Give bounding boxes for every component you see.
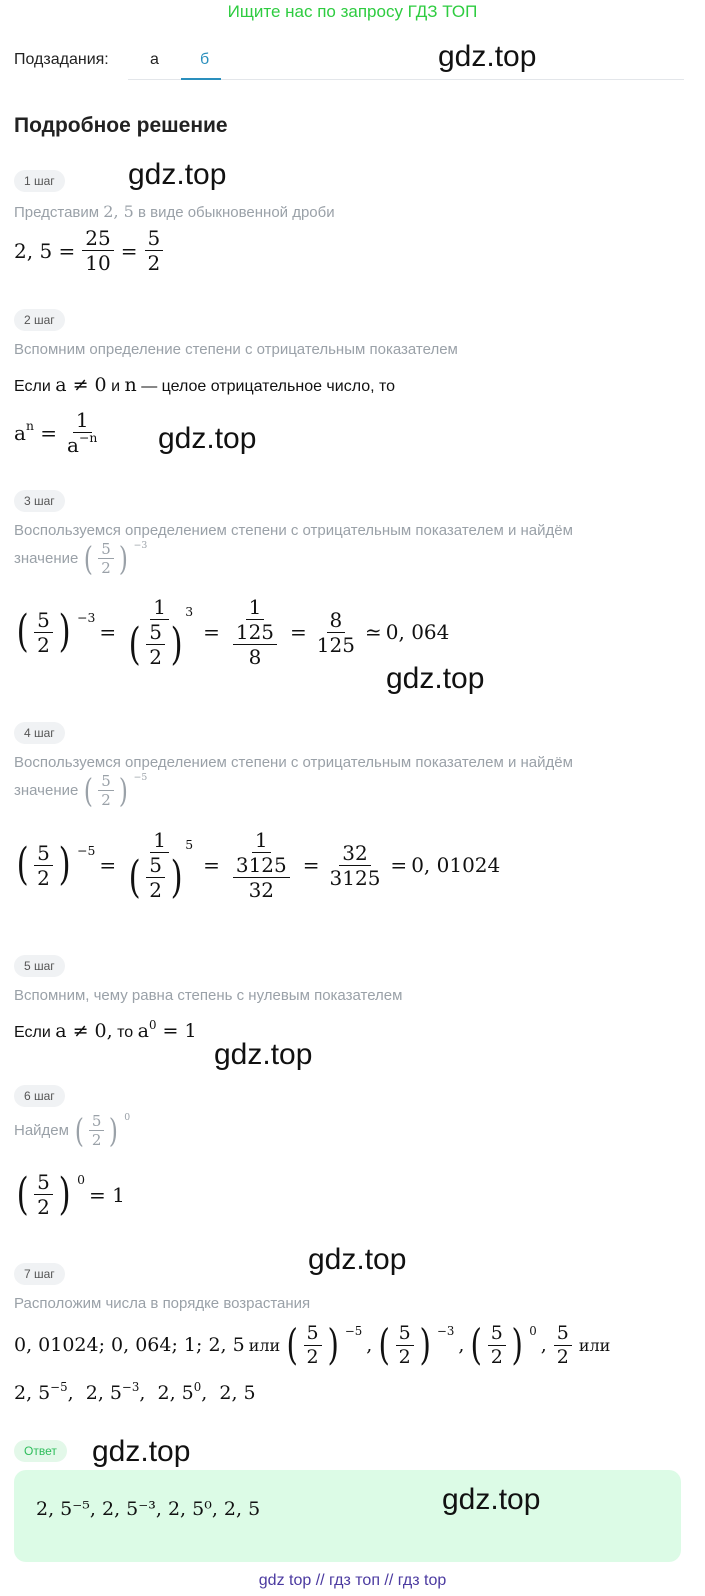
step-badge: 5 шаг	[14, 955, 65, 977]
watermark: gdz.top	[158, 422, 257, 455]
page-title: Подробное решение	[14, 114, 228, 137]
step-3-formula: ( $\frac{5}{2}$ ) −3 = 1 ( $\frac{5}{2}$ ) $^3$ = $\frac{1}{\frac{125}{8}}$ = $\frac{8}{125}$ ≃ 0, 064	[16, 595, 450, 670]
step-7-powers: 2, $5^{-5}$, 2, $5^{-3}$, 2, $5^0$, 2, 5	[14, 1379, 256, 1404]
step-badge: 1 шаг	[14, 170, 65, 192]
watermark: gdz.top	[92, 1435, 191, 1468]
step-6-formula: ( $\frac{5}{2}$ ) 0 = 1	[16, 1168, 125, 1220]
tab-a[interactable]: а	[150, 51, 159, 68]
step-description-value: значение ( $\frac{5}{2}$ ) −5	[14, 771, 148, 810]
step-7-sequence: 0, 01024; 0, 064; 1; 2, 5 или ( $\frac{5}{2}$ ) −5 , ( $\frac{5}{2}$ ) −3 , ( $\frac{5}{2}$ ) 0 , $\frac{5}{2}$ или	[14, 1320, 611, 1370]
step-description: Расположим числа в порядке возрастания	[14, 1295, 311, 1312]
watermark: gdz.top	[128, 158, 227, 191]
step-badge: 6 шаг	[14, 1085, 65, 1107]
step-badge: 4 шаг	[14, 722, 65, 744]
step-4-formula: ( $\frac{5}{2}$ ) −5 = 1 ( $\frac{5}{2}$ ) $^5$ = $\frac{1}{\frac{3125}{32}}$ = $\frac{32}{3125}$ = 0, 01024	[16, 828, 501, 903]
tab-b[interactable]: б	[200, 51, 210, 68]
answer-badge: Ответ	[14, 1440, 67, 1462]
step-badge: 2 шаг	[14, 309, 65, 331]
step-description-value: значение ( $\frac{5}{2}$ ) −3	[14, 539, 148, 578]
answer-value: 2, 5⁻⁵, 2, 5⁻³, 2, 5⁰, 2, 5	[36, 1498, 261, 1520]
step-2-text: Если a ≠ 0 и n — целое отрицательное число, то	[14, 374, 396, 396]
watermark: gdz.top	[308, 1243, 407, 1276]
step-1-formula: 2, 5 = $\frac{25}{10}$ = $\frac{5}{2}$	[14, 226, 166, 275]
active-tab-indicator	[181, 78, 221, 80]
step-2-formula: $a^n$ = $\frac{1}{a^{-n}}$	[14, 408, 98, 457]
step-description: Воспользуемся определением степени с отрицательным показателем и найдём	[14, 522, 573, 539]
step-description: Вспомним, чему равна степень с нулевым показателем	[14, 987, 403, 1004]
step-description: Вспомним определение степени с отрицательным показателем	[14, 341, 458, 358]
step-5-text: Если a ≠ 0, то $a^0 = 1$	[14, 1017, 197, 1042]
step-description: Воспользуемся определением степени с отрицательным показателем и найдём	[14, 754, 573, 771]
watermark: gdz.top	[438, 40, 537, 73]
watermark: gdz.top	[442, 1483, 541, 1516]
search-banner[interactable]: Ищите нас по запросу ГДЗ ТОП	[227, 2, 478, 21]
watermark: gdz.top	[214, 1038, 313, 1071]
step-description: Представим 2, 5 в виде обыкновенной дроби	[14, 202, 335, 221]
footer-links[interactable]: gdz top // гдз топ // гдз top	[258, 1572, 447, 1589]
watermark: gdz.top	[386, 662, 485, 695]
step-badge: 7 шаг	[14, 1263, 65, 1285]
step-description: Найдем ( $\frac{5}{2}$ ) 0	[14, 1111, 131, 1150]
step-badge: 3 шаг	[14, 490, 65, 512]
subtasks-label: Подзадания:	[14, 51, 109, 68]
